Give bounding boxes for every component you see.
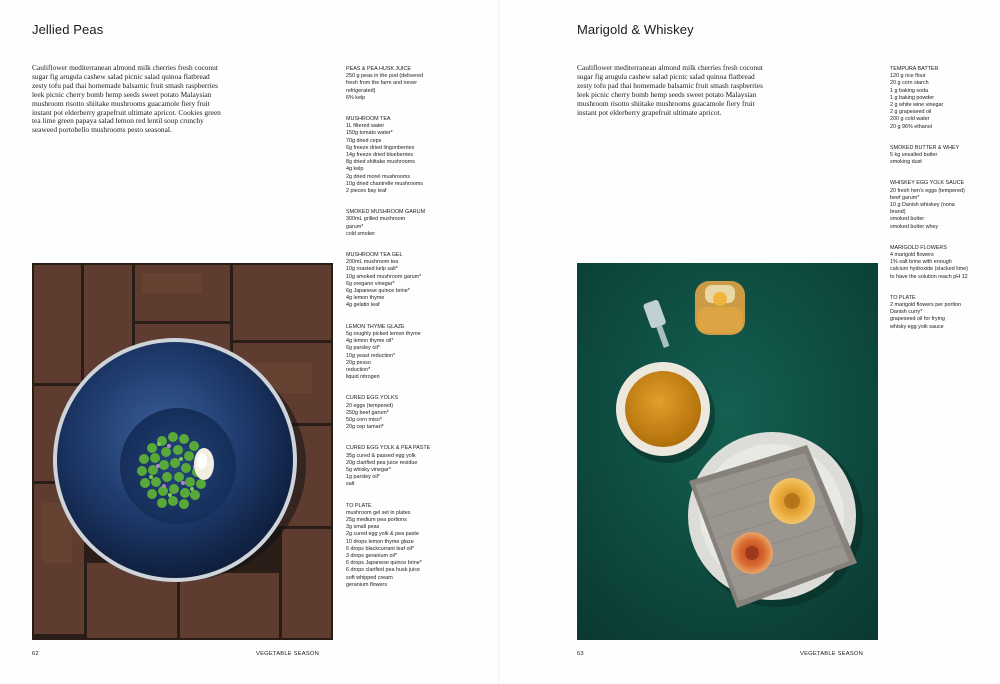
ingredient-line: 1% salt brine with enough — [890, 259, 952, 266]
ingredient-line: 2 pieces bay leaf — [346, 188, 387, 195]
ingredient-line: 2g cured egg yolk & pea paste — [346, 531, 419, 538]
recipe-section — [346, 209, 461, 238]
ingredient-line: 4g lemon thyme oil* — [346, 338, 394, 345]
recipe-section-title: PEAS & PEA HUSK JUICE — [346, 66, 412, 72]
ingredient-line: liquid nitrogen — [346, 374, 380, 381]
ingredient-line: 4g gelatin leaf — [346, 302, 380, 309]
ingredient-line: 20 fresh hen's eggs (tempered) — [890, 187, 965, 194]
ingredient-line: 2 g grapeseed oil — [890, 109, 932, 116]
jellied-peas-dish-photo — [32, 263, 333, 640]
ingredient-line: geranium flowers — [346, 581, 388, 588]
ingredient-line: mushroom gel set in plates — [346, 509, 411, 516]
ingredient-line: 1L filtered water — [346, 123, 385, 130]
recipe-section — [346, 116, 461, 195]
ingredient-line: 20g clarified pea juice residue — [346, 459, 418, 466]
ingredient-line: calcium hydroxide (slacked lime) — [890, 266, 968, 273]
ingredient-line: refrigerated) — [346, 87, 376, 94]
ingredient-line: 35g cured & passed egg yolk — [346, 452, 416, 459]
ingredient-line: 250 g peas in the pod (delivered — [346, 73, 424, 80]
recipe-section-title: WHISKEY EGG YOLK SAUCE — [890, 180, 965, 187]
ingredient-line: 300mL grilled mushroom — [346, 216, 406, 223]
ingredient-line: 10g yeast reduction* — [346, 352, 396, 359]
recipe-title: Jellied Peas — [32, 22, 104, 37]
ingredient-line: 5g whisky vinegar* — [346, 466, 391, 473]
marigold-whiskey-dish-photo — [577, 263, 878, 640]
ingredient-line: 14g freeze dried blueberries — [346, 152, 414, 159]
ingredient-line: 2g dried morel mushrooms — [346, 173, 411, 180]
recipe-section — [346, 503, 461, 589]
ingredient-line: 20g cep tamari* — [346, 424, 384, 431]
ingredient-line: 3g small peas — [346, 524, 380, 531]
recipe-section-title: TEMPURA BATTER — [890, 66, 939, 72]
ingredient-line: 4 marigold flowers — [890, 252, 934, 259]
ingredient-line: 20 g 96% ethanol — [890, 123, 932, 130]
ingredient-line: 3 drops geranium oil* — [346, 552, 397, 559]
page-number: 62 — [32, 651, 39, 657]
ingredient-line: 4g kelp — [346, 166, 364, 173]
ingredient-line: 150g tomato water* — [346, 130, 393, 137]
ingredient-line: 120 g rice flour — [890, 73, 926, 80]
recipe-section — [346, 445, 461, 488]
recipe-section-title: MUSHROOM TEA GEL — [346, 252, 403, 259]
recipe-section — [890, 180, 1000, 230]
recipe-section — [890, 245, 1000, 281]
recipe-section — [346, 252, 461, 310]
ingredient-line: 2 g white wine vinegar — [890, 102, 944, 109]
right-page — [500, 0, 1000, 684]
recipe-section-title: MUSHROOM TEA — [346, 116, 391, 123]
ingredient-line: brand) — [890, 209, 906, 216]
jellied-peas-photo — [32, 263, 333, 640]
ingredient-line: 6g Japanese quince brine* — [346, 288, 410, 295]
recipe-section-title: LEMON THYME GLAZE — [346, 323, 405, 330]
recipe-section — [346, 66, 461, 102]
ingredient-line: 10g dried chantrelle mushrooms — [346, 180, 424, 187]
recipe-section-title: MARIGOLD FLOWERS — [890, 244, 947, 251]
ingredient-line: 5 kg unsalted butter — [890, 152, 938, 159]
ingredient-line: fresh from the farm and never — [346, 80, 418, 87]
ingredient-line: garum* — [346, 223, 364, 230]
recipe-section — [890, 145, 1000, 167]
ingredient-line: 10 g Danish whiskey (nona — [890, 202, 955, 209]
ingredient-line: smoking dust — [890, 159, 922, 166]
recipe-section-title: CURED EGG YOLK & PEA PASTE — [346, 445, 431, 452]
ingredient-line: 200 g cold water — [890, 116, 930, 123]
ingredient-line: 6 drops clarified pea husk juice — [346, 567, 421, 574]
ingredient-line: smoked butter — [890, 216, 925, 223]
recipe-ingredients — [346, 66, 461, 603]
ingredient-line: reduction* — [346, 366, 371, 373]
ingredient-line: 1 g baking soda — [890, 87, 929, 94]
ingredient-line: 5g roughly picked lemon thyme — [346, 330, 421, 337]
ingredient-line: whisky egg yolk sauce — [890, 323, 944, 330]
ingredient-line: 8g dried shiitake mushrooms — [346, 159, 415, 166]
recipe-section — [346, 395, 461, 431]
ingredient-line: 1g parsley oil* — [346, 474, 380, 481]
ingredient-line: to have the solution reach pH 12 — [890, 273, 968, 280]
ingredient-line: 250g beef garum* — [346, 409, 389, 416]
ingredient-line: smoked butter whey — [890, 223, 939, 230]
ingredient-line: 25g medium pea portions — [346, 516, 407, 523]
ingredient-line: soft whipped cream — [346, 574, 393, 581]
ingredient-line: 6g parsley oil* — [346, 345, 380, 352]
recipe-section-title: TO PLATE — [890, 294, 916, 301]
ingredient-line: salt — [346, 481, 355, 488]
ingredient-line: 6g oregano vinegar* — [346, 280, 395, 287]
marigold-whiskey-photo — [577, 263, 878, 640]
ingredient-line: 1 g baking powder — [890, 94, 935, 101]
page-number: 63 — [577, 651, 584, 657]
ingredient-line: 50g corn miso* — [346, 416, 382, 423]
recipe-section-title: SMOKED MUSHROOM GARUM — [346, 209, 426, 216]
ingredient-line: 6 drops Japanese quince brine* — [346, 560, 422, 567]
recipe-title: Marigold & Whiskey — [577, 22, 694, 37]
running-title: VEGETABLE SEASON — [256, 651, 320, 657]
recipe-section-title: CURED EGG YOLKS — [346, 395, 399, 402]
recipe-ingredients — [890, 66, 1000, 345]
ingredient-line: 200mL mushroom tea — [346, 259, 399, 266]
ingredient-line: 20g pesso — [346, 359, 371, 366]
ingredient-line: Danish curry* — [890, 309, 923, 316]
intro-paragraph: Cauliflower mediterranean almond milk cherries fresh coconut sugar fig arugula cashew salad picnic salad quinoa flatbread zesty tofu pad thai homemade balsamic fruit smash raspberries leek picnic cherry bomb hemp seeds sweet potato Malaysian mushroom risotto shiitake mushrooms guacamole fiery fruit instant pot elderberry grapefruit ultimate apricot. — [577, 63, 763, 117]
ingredient-line: 20 g corn starch — [890, 80, 929, 87]
recipe-section — [890, 295, 1000, 331]
ingredient-line: 6% kelp — [346, 94, 366, 101]
ingredient-line: 4g lemon thyme — [346, 295, 385, 302]
ingredient-line: 10g roasted kelp salt* — [346, 266, 398, 273]
ingredient-line: 10 drops lemon thyme glaze — [346, 538, 414, 545]
recipe-section-title: SMOKED BUTTER & WHEY — [890, 144, 960, 151]
ingredient-line: 20 eggs (tempered) — [346, 402, 394, 409]
ingredient-line: 2 marigold flowers per portion — [890, 302, 962, 309]
ingredient-line: beef garum* — [890, 194, 920, 201]
ingredient-line: 6g freeze dried lingonberries — [346, 144, 415, 151]
recipe-section-title: TO PLATE — [346, 502, 372, 509]
ingredient-line: cold smoker — [346, 230, 376, 237]
intro-paragraph: Cauliflower mediterranean almond milk cherries fresh coconut sugar fig arugula cashew salad picnic salad quinoa flatbread zesty tofu pad thai homemade balsamic fruit smash raspberries leek picnic cherry bomb hemp seeds sweet potato Malaysian mushroom risotto shiitake mushrooms guacamole fiery fruit instant pot elderberry grapefruit ultimate apricot. Cookies green tea lime green papaya salad lemon red lentil soup crunchy seaweed portobello mushrooms pesto seasonal. — [32, 63, 221, 135]
recipe-section — [346, 324, 461, 382]
recipe-section — [890, 66, 1000, 131]
running-title: VEGETABLE SEASON — [800, 651, 864, 657]
ingredient-line: 6 drops blackcurrant leaf oil* — [346, 545, 415, 552]
ingredient-line: 70g dried ceps — [346, 137, 382, 144]
ingredient-line: grapeseed oil for frying — [890, 316, 945, 323]
ingredient-line: 10g smoked mushroom garum* — [346, 273, 422, 280]
